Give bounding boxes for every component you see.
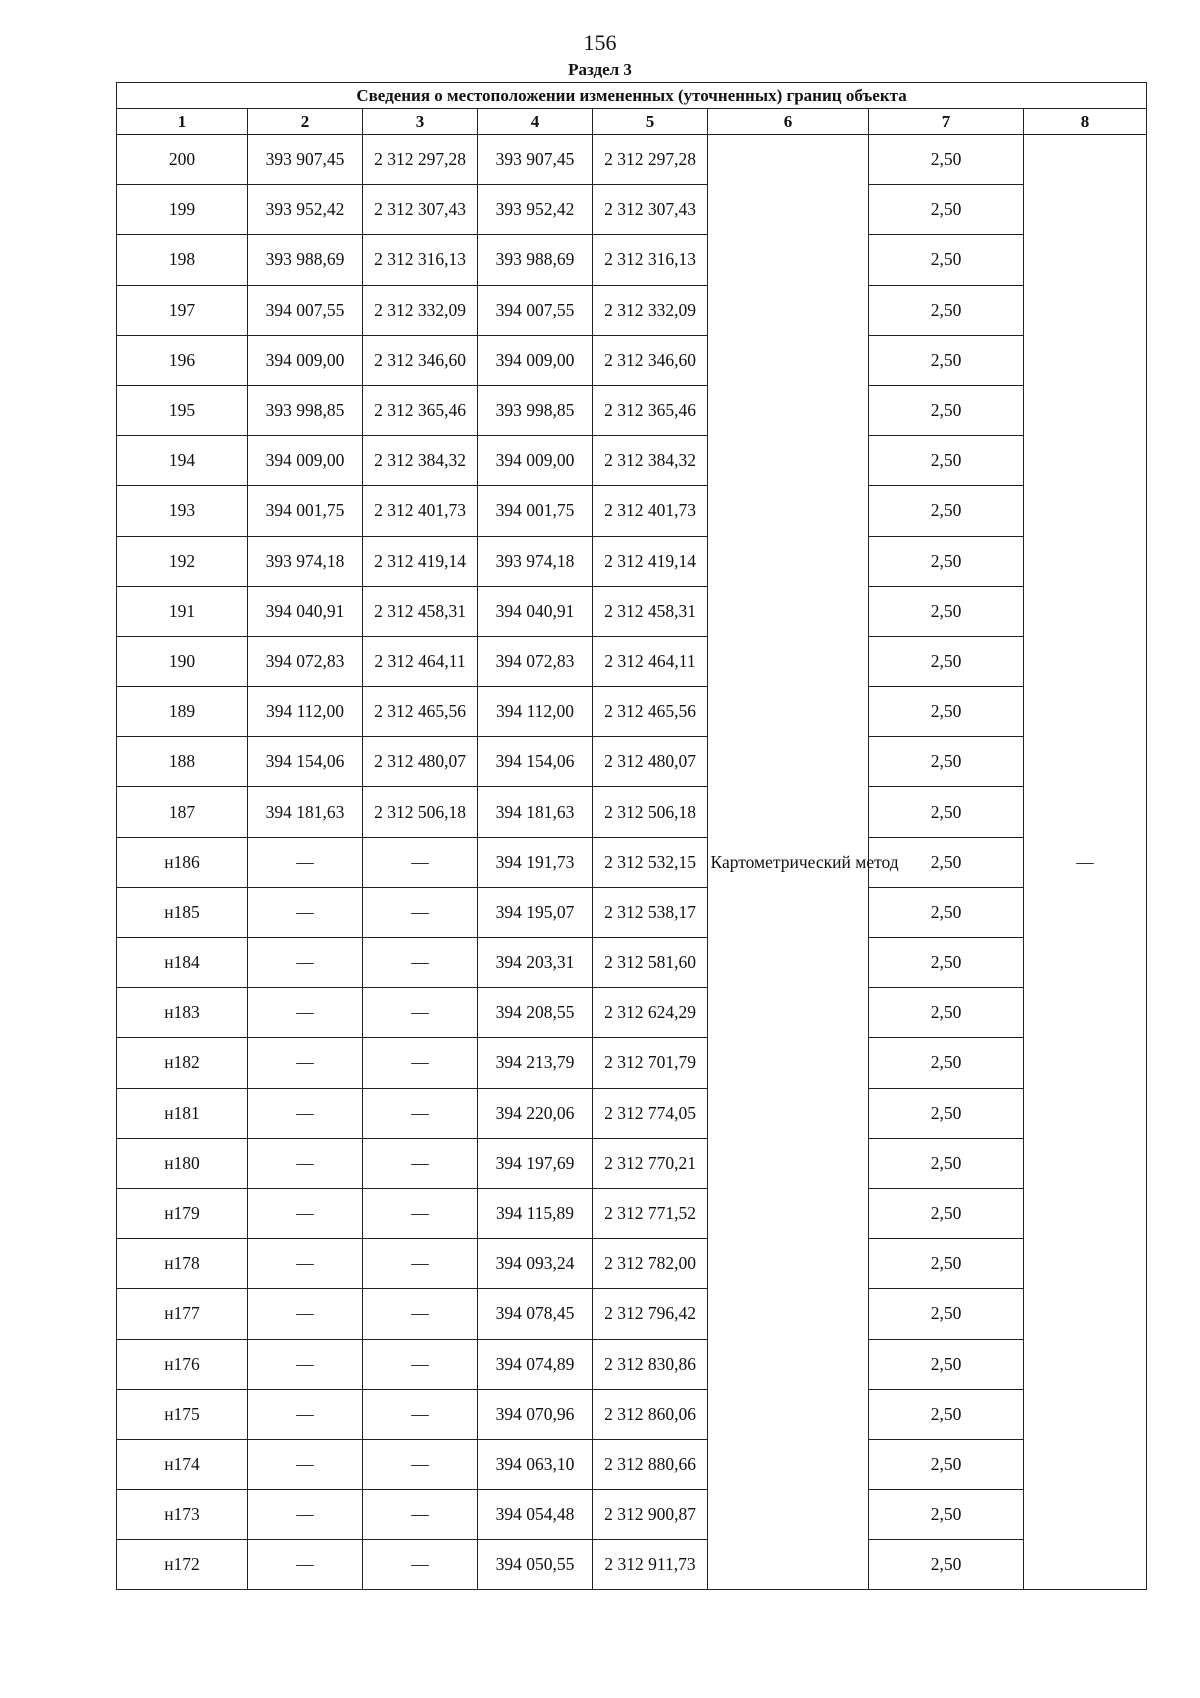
column-number-2: 2: [248, 109, 363, 135]
cell-col-1: н177: [117, 1289, 248, 1339]
cell-col-7: 2,50: [869, 1088, 1024, 1138]
cell-col-3: 2 312 346,60: [363, 335, 478, 385]
cell-col-2: 394 001,75: [248, 486, 363, 536]
cell-col-3: 2 312 384,32: [363, 436, 478, 486]
cell-col-5: 2 312 307,43: [593, 185, 708, 235]
cell-col-5: 2 312 316,13: [593, 235, 708, 285]
cell-col-5: 2 312 860,06: [593, 1389, 708, 1439]
cell-col-5: 2 312 796,42: [593, 1289, 708, 1339]
cell-col-3: —: [363, 1490, 478, 1540]
cell-col-7: 2,50: [869, 787, 1024, 837]
cell-col-2: 393 952,42: [248, 185, 363, 235]
cell-col-1: н182: [117, 1038, 248, 1088]
column-number-7: 7: [869, 109, 1024, 135]
cell-col-2: 394 007,55: [248, 285, 363, 335]
cell-col-1: н172: [117, 1540, 248, 1590]
cell-col-4: 394 191,73: [478, 837, 593, 887]
cell-col-7: 2,50: [869, 1188, 1024, 1238]
cell-col-1: н183: [117, 988, 248, 1038]
cell-col-5: 2 312 480,07: [593, 737, 708, 787]
cell-col-4: 393 998,85: [478, 385, 593, 435]
table-row: [117, 1188, 1147, 1238]
cell-col-7: 2,50: [869, 436, 1024, 486]
cell-col-5: 2 312 701,79: [593, 1038, 708, 1088]
cell-col-1: 193: [117, 486, 248, 536]
table-row: [117, 1289, 1147, 1339]
cell-col-5: 2 312 401,73: [593, 486, 708, 536]
cell-col-4: 394 154,06: [478, 737, 593, 787]
table-row: [117, 285, 1147, 335]
cell-col-2: 394 072,83: [248, 636, 363, 686]
cell-col-7: 2,50: [869, 1138, 1024, 1188]
cell-col-4: 393 952,42: [478, 185, 593, 235]
cell-col-1: 195: [117, 385, 248, 435]
cell-col-4: 393 974,18: [478, 536, 593, 586]
table-row: [117, 837, 1147, 887]
cell-col-5: 2 312 880,66: [593, 1439, 708, 1489]
cell-col-2: 393 907,45: [248, 135, 363, 185]
cell-col-1: 194: [117, 436, 248, 486]
cell-col-7: 2,50: [869, 636, 1024, 686]
cell-col-1: н175: [117, 1389, 248, 1439]
cell-col-5: 2 312 465,56: [593, 687, 708, 737]
column-number-8: 8: [1024, 109, 1147, 135]
table-body: [117, 135, 1147, 1590]
column-8-cell: —: [1024, 135, 1147, 1590]
cell-col-2: —: [248, 1490, 363, 1540]
cell-col-3: —: [363, 1088, 478, 1138]
page-number: 156: [583, 30, 617, 55]
cell-col-1: 192: [117, 536, 248, 586]
column-number-4: 4: [478, 109, 593, 135]
table-row: [117, 486, 1147, 536]
table-row: [117, 536, 1147, 586]
cell-col-4: 394 078,45: [478, 1289, 593, 1339]
cell-col-1: н186: [117, 837, 248, 887]
cell-col-5: 2 312 911,73: [593, 1540, 708, 1590]
cell-col-5: 2 312 419,14: [593, 536, 708, 586]
table-row: [117, 787, 1147, 837]
cell-col-5: 2 312 346,60: [593, 335, 708, 385]
cell-col-2: —: [248, 1339, 363, 1389]
cell-col-4: 394 009,00: [478, 436, 593, 486]
cell-col-4: 393 988,69: [478, 235, 593, 285]
cell-col-2: —: [248, 1188, 363, 1238]
section-title: Раздел 3: [568, 60, 632, 79]
cell-col-1: 191: [117, 586, 248, 636]
cell-col-4: 394 054,48: [478, 1490, 593, 1540]
cell-col-3: —: [363, 1038, 478, 1088]
cell-col-4: 394 093,24: [478, 1239, 593, 1289]
cell-col-1: 199: [117, 185, 248, 235]
cell-col-2: —: [248, 1439, 363, 1489]
cell-col-2: 393 974,18: [248, 536, 363, 586]
cell-col-1: н176: [117, 1339, 248, 1389]
table-caption: Сведения о местоположении измененных (уточненных) границ объекта: [117, 83, 1147, 109]
cell-col-5: 2 312 506,18: [593, 787, 708, 837]
cell-col-7: 2,50: [869, 285, 1024, 335]
cell-col-1: н174: [117, 1439, 248, 1489]
cell-col-1: н185: [117, 887, 248, 937]
cell-col-2: 393 998,85: [248, 385, 363, 435]
cell-col-2: 394 112,00: [248, 687, 363, 737]
cell-col-2: —: [248, 1540, 363, 1590]
cell-col-4: 394 009,00: [478, 335, 593, 385]
cell-col-3: 2 312 458,31: [363, 586, 478, 636]
cell-col-4: 394 208,55: [478, 988, 593, 1038]
cell-col-1: н184: [117, 938, 248, 988]
cell-col-1: н180: [117, 1138, 248, 1188]
cell-col-4: 394 115,89: [478, 1188, 593, 1238]
cell-col-2: —: [248, 1138, 363, 1188]
cell-col-5: 2 312 774,05: [593, 1088, 708, 1138]
cell-col-4: 394 203,31: [478, 938, 593, 988]
table-row: [117, 1138, 1147, 1188]
cell-col-5: 2 312 538,17: [593, 887, 708, 937]
cell-col-1: н178: [117, 1239, 248, 1289]
cell-col-4: 393 907,45: [478, 135, 593, 185]
cell-col-2: 394 181,63: [248, 787, 363, 837]
cell-col-7: 2,50: [869, 486, 1024, 536]
cell-col-7: 2,50: [869, 1439, 1024, 1489]
cell-col-3: 2 312 307,43: [363, 185, 478, 235]
cell-col-1: 190: [117, 636, 248, 686]
cell-col-7: 2,50: [869, 536, 1024, 586]
cell-col-5: 2 312 297,28: [593, 135, 708, 185]
cell-col-4: 394 070,96: [478, 1389, 593, 1439]
cell-col-7: 2,50: [869, 887, 1024, 937]
table-row: [117, 185, 1147, 235]
cell-col-3: 2 312 506,18: [363, 787, 478, 837]
cell-col-3: 2 312 464,11: [363, 636, 478, 686]
table-row: [117, 737, 1147, 787]
cell-col-7: 2,50: [869, 135, 1024, 185]
cell-col-3: —: [363, 938, 478, 988]
method-text: Картометрический метод: [710, 852, 899, 873]
cell-col-1: 198: [117, 235, 248, 285]
table-row: [117, 385, 1147, 435]
cell-col-5: 2 312 581,60: [593, 938, 708, 988]
cell-col-1: 189: [117, 687, 248, 737]
cell-col-3: —: [363, 1339, 478, 1389]
cell-col-3: 2 312 401,73: [363, 486, 478, 536]
cell-col-4: 394 197,69: [478, 1138, 593, 1188]
cell-col-7: 2,50: [869, 1339, 1024, 1389]
cell-col-3: —: [363, 1138, 478, 1188]
cell-col-5: 2 312 365,46: [593, 385, 708, 435]
cell-col-3: —: [363, 1389, 478, 1439]
cell-col-3: 2 312 365,46: [363, 385, 478, 435]
cell-col-7: 2,50: [869, 1540, 1024, 1590]
table-row: [117, 1439, 1147, 1489]
cell-col-4: 394 181,63: [478, 787, 593, 837]
cell-col-4: 394 213,79: [478, 1038, 593, 1088]
cell-col-1: н181: [117, 1088, 248, 1138]
cell-col-5: 2 312 624,29: [593, 988, 708, 1038]
cell-col-5: 2 312 458,31: [593, 586, 708, 636]
cell-col-1: 197: [117, 285, 248, 335]
cell-col-7: 2,50: [869, 335, 1024, 385]
cell-col-3: 2 312 480,07: [363, 737, 478, 787]
cell-col-4: 394 074,89: [478, 1339, 593, 1389]
cell-col-1: 187: [117, 787, 248, 837]
cell-col-2: 393 988,69: [248, 235, 363, 285]
cell-col-7: 2,50: [869, 1239, 1024, 1289]
table-row: [117, 1490, 1147, 1540]
table-row: [117, 1540, 1147, 1590]
cell-col-4: 394 072,83: [478, 636, 593, 686]
table-row: [117, 135, 1147, 185]
cell-col-5: 2 312 771,52: [593, 1188, 708, 1238]
column-number-3: 3: [363, 109, 478, 135]
cell-col-2: —: [248, 837, 363, 887]
cell-col-3: —: [363, 1289, 478, 1339]
cell-col-7: 2,50: [869, 385, 1024, 435]
method-cell: [708, 135, 899, 1590]
cell-col-2: —: [248, 1289, 363, 1339]
cell-col-7: 2,50: [869, 938, 1024, 988]
cell-col-4: 394 195,07: [478, 887, 593, 937]
cell-col-7: 2,50: [869, 687, 1024, 737]
cell-col-2: 394 009,00: [248, 335, 363, 385]
cell-col-3: 2 312 419,14: [363, 536, 478, 586]
cell-col-4: 394 112,00: [478, 687, 593, 737]
cell-col-5: 2 312 782,00: [593, 1239, 708, 1289]
cell-col-4: 394 040,91: [478, 586, 593, 636]
table-row: [117, 1389, 1147, 1439]
cell-col-2: 394 009,00: [248, 436, 363, 486]
cell-col-4: 394 001,75: [478, 486, 593, 536]
table-row: [117, 687, 1147, 737]
table-row: [117, 887, 1147, 937]
cell-col-3: —: [363, 1540, 478, 1590]
cell-col-5: 2 312 830,86: [593, 1339, 708, 1389]
cell-col-1: 200: [117, 135, 248, 185]
table-row: [117, 1239, 1147, 1289]
cell-col-2: 394 040,91: [248, 586, 363, 636]
table-row: [117, 938, 1147, 988]
cell-col-5: 2 312 900,87: [593, 1490, 708, 1540]
cell-col-7: 2,50: [869, 737, 1024, 787]
cell-col-2: —: [248, 1389, 363, 1439]
cell-col-3: —: [363, 1188, 478, 1238]
cell-col-7: 2,50: [869, 837, 1024, 887]
cell-col-2: 394 154,06: [248, 737, 363, 787]
cell-col-3: 2 312 316,13: [363, 235, 478, 285]
cell-col-3: 2 312 297,28: [363, 135, 478, 185]
cell-col-2: —: [248, 1088, 363, 1138]
cell-col-4: 394 220,06: [478, 1088, 593, 1138]
table-row: [117, 1088, 1147, 1138]
cell-col-7: 2,50: [869, 1389, 1024, 1439]
table-row: [117, 335, 1147, 385]
cell-col-4: 394 007,55: [478, 285, 593, 335]
column-number-1: 1: [117, 109, 248, 135]
column-number-5: 5: [593, 109, 708, 135]
cell-col-1: 188: [117, 737, 248, 787]
cell-col-1: н179: [117, 1188, 248, 1238]
cell-col-7: 2,50: [869, 1289, 1024, 1339]
cell-col-1: н173: [117, 1490, 248, 1540]
column-number-6: 6: [708, 109, 869, 135]
table-row: [117, 436, 1147, 486]
cell-col-7: 2,50: [869, 1038, 1024, 1088]
cell-col-7: 2,50: [869, 185, 1024, 235]
table-row: [117, 586, 1147, 636]
table-row: [117, 988, 1147, 1038]
cell-col-2: —: [248, 887, 363, 937]
table-row: [117, 1038, 1147, 1088]
cell-col-2: —: [248, 1038, 363, 1088]
cell-col-7: 2,50: [869, 988, 1024, 1038]
cell-col-7: 2,50: [869, 1490, 1024, 1540]
cell-col-4: 394 063,10: [478, 1439, 593, 1489]
cell-col-3: —: [363, 1439, 478, 1489]
table-row: [117, 636, 1147, 686]
cell-col-3: 2 312 465,56: [363, 687, 478, 737]
cell-col-2: —: [248, 1239, 363, 1289]
boundary-table: [116, 82, 1147, 1590]
cell-col-5: 2 312 464,11: [593, 636, 708, 686]
cell-col-5: 2 312 532,15: [593, 837, 708, 887]
table-row: [117, 1339, 1147, 1389]
table-row: [117, 235, 1147, 285]
cell-col-5: 2 312 332,09: [593, 285, 708, 335]
cell-col-3: —: [363, 887, 478, 937]
cell-col-3: —: [363, 988, 478, 1038]
cell-col-5: 2 312 384,32: [593, 436, 708, 486]
cell-col-4: 394 050,55: [478, 1540, 593, 1590]
cell-col-2: —: [248, 988, 363, 1038]
cell-col-1: 196: [117, 335, 248, 385]
cell-col-3: —: [363, 837, 478, 887]
column-number-row: [117, 109, 1147, 135]
cell-col-5: 2 312 770,21: [593, 1138, 708, 1188]
cell-col-3: —: [363, 1239, 478, 1289]
cell-col-7: 2,50: [869, 235, 1024, 285]
cell-col-7: 2,50: [869, 586, 1024, 636]
cell-col-2: —: [248, 938, 363, 988]
cell-col-3: 2 312 332,09: [363, 285, 478, 335]
